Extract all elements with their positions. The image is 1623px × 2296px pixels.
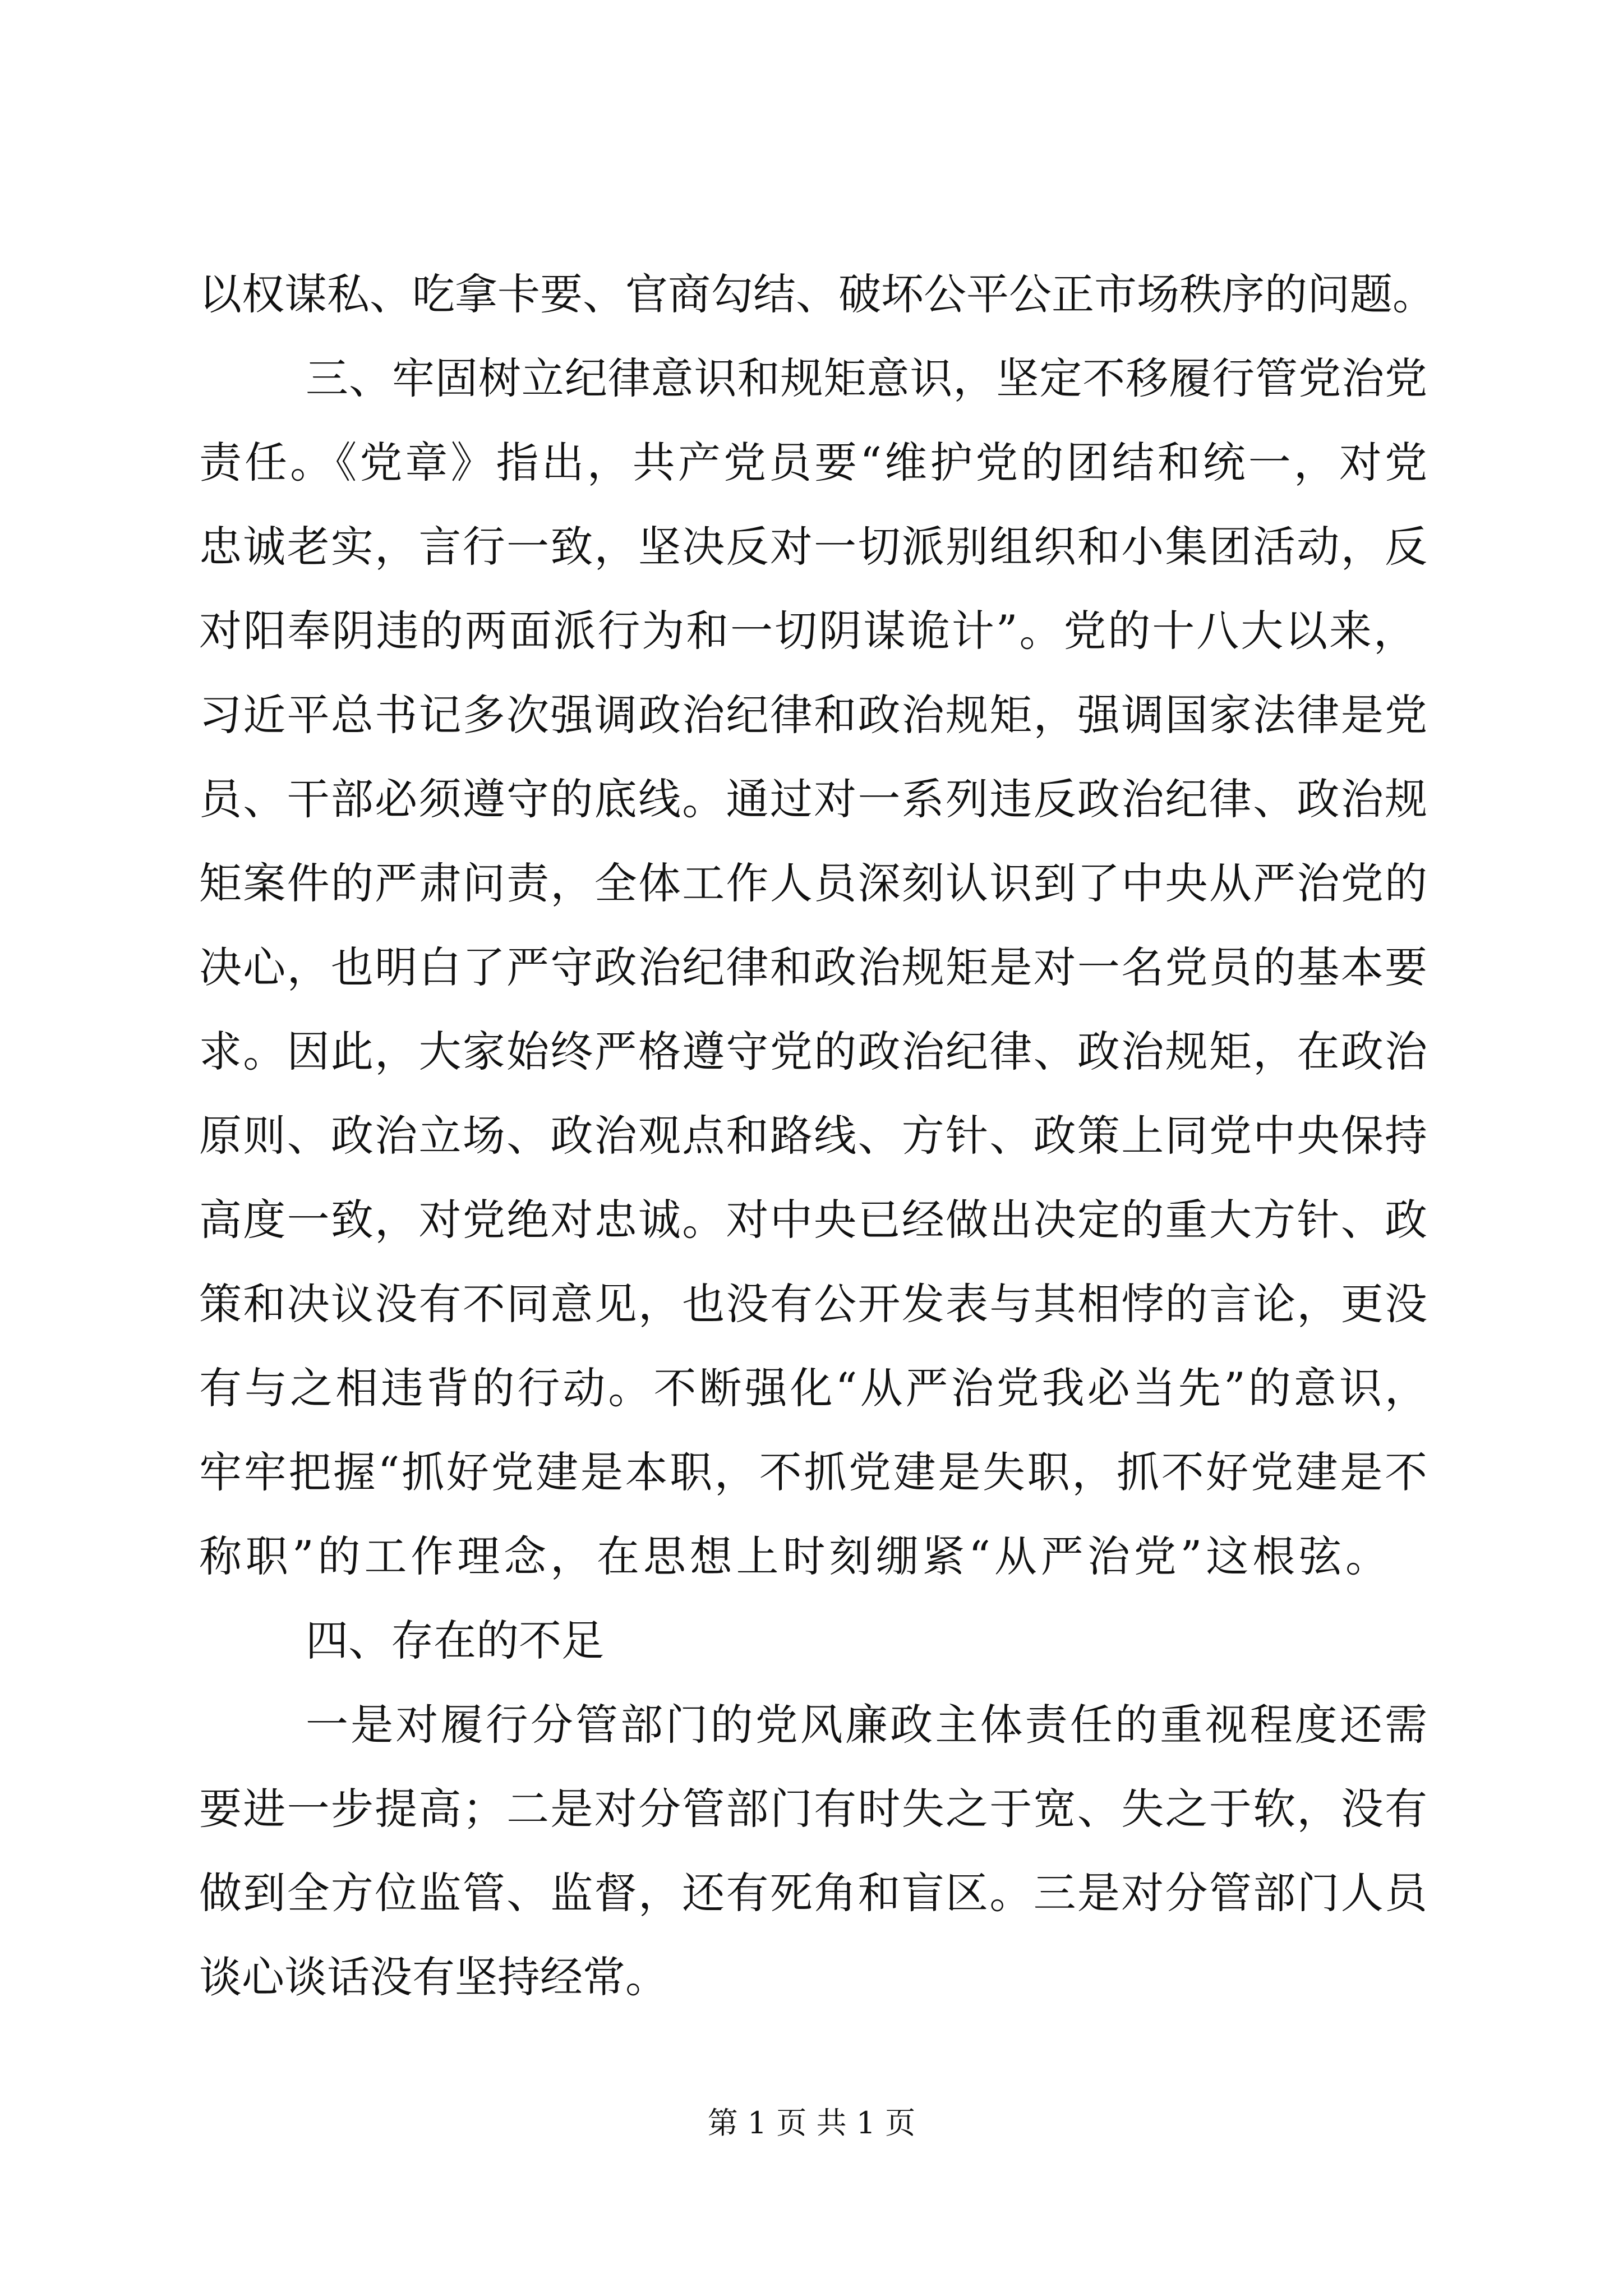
text-line-content: 矩案件的严肃问责，全体工作人员深刻认识到了中央从严治党的: [199, 858, 1427, 908]
text-line-content: 牢牢把握“抓好党建是本职，不抓党建是失职，抓不好党建是不: [199, 1447, 1427, 1497]
text-line-content: 原则、政治立场、政治观点和路线、方针、政策上同党中央保持: [199, 1111, 1427, 1161]
text-line-content: 对阳奉阴违的两面派行为和一切阴谋诡计”。党的十八大以来，: [199, 606, 1416, 656]
text-line-content: 有与之相违背的行动。不断强化“从严治党我必当先”的意识，: [199, 1363, 1427, 1413]
text-line-content: 一是对履行分管部门的党风廉政主体责任的重视程度还需: [306, 1700, 1427, 1750]
text-line-content: 决心，也明白了严守政治纪律和政治规矩是对一名党员的基本要: [199, 942, 1427, 992]
text-line-content: 习近平总书记多次强调政治纪律和政治规矩，强调国家法律是党: [199, 690, 1427, 740]
text-line: [0, 1515, 1623, 1599]
text-line: [0, 1178, 1623, 1262]
text-line-content: 三、牢固树立纪律意识和规矩意识，坚定不移履行管党治党: [306, 353, 1427, 403]
text-line-content: 求。因此，大家始终严格遵守党的政治纪律、政治规矩，在政治: [199, 1027, 1427, 1076]
text-line: [0, 757, 1623, 841]
page-footer: 第 1 页 共 1 页: [707, 2105, 916, 2141]
text-line: [0, 505, 1623, 589]
text-line-content: 要进一步提高；二是对分管部门有时失之于宽、失之于软，没有: [199, 1784, 1427, 1834]
text-line: [0, 421, 1623, 505]
text-line: [0, 1262, 1623, 1346]
text-line: [0, 589, 1623, 673]
text-line-content: 以权谋私、吃拿卡要、官商勾结、破坏公平公正市场秩序的问题。: [199, 269, 1435, 319]
text-line: [0, 1767, 1623, 1851]
text-line: [0, 1430, 1623, 1515]
text-line-content: 员、干部必须遵守的底线。通过对一系列违反政治纪律、政治规: [199, 774, 1427, 824]
text-line-content: 做到全方位监管、监督，还有死角和盲区。三是对分管部门人员: [199, 1868, 1427, 1918]
text-line-content: 高度一致，对党绝对忠诚。对中央已经做出决定的重大方针、政: [199, 1195, 1427, 1245]
text-line-content: 称职”的工作理念，在思想上时刻绷紧“从严治党”这根弦。: [199, 1531, 1388, 1581]
text-line: [0, 1683, 1623, 1767]
text-line: [0, 1010, 1623, 1094]
text-line: [0, 841, 1623, 926]
text-line: [0, 252, 1623, 337]
text-line-content: 忠诚老实，言行一致，坚决反对一切派别组织和小集团活动，反: [199, 522, 1427, 572]
text-line: [0, 1346, 1623, 1430]
text-line-content: 四、存在的不足: [306, 1616, 604, 1665]
text-line: [0, 1935, 1623, 2019]
text-line: [0, 1851, 1623, 1935]
text-line-content: 责任。《党章》指出，共产党员要“维护党的团结和统一，对党: [199, 438, 1427, 487]
text-line-content: 谈心谈话没有坚持经常。: [199, 1952, 668, 2002]
text-line: [0, 1094, 1623, 1178]
text-line: [0, 926, 1623, 1010]
paragraph-heading: [0, 337, 1623, 421]
text-line: [0, 673, 1623, 757]
text-line-content: 策和决议没有不同意见，也没有公开发表与其相悖的言论，更没: [199, 1279, 1427, 1329]
section-heading: [0, 1599, 1623, 1683]
